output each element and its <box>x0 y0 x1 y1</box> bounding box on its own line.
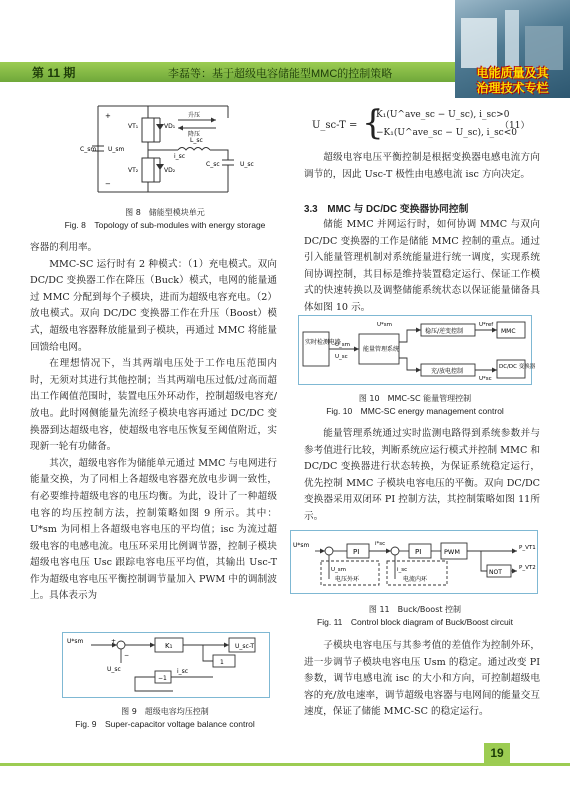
buck-label: 降压 <box>188 131 201 138</box>
equation-case2: −K₁(U^ave_sc − U_sc), i_sc<0 <box>376 128 517 138</box>
fig9-usc-label: U_sc <box>107 666 121 673</box>
figure-11-caption-cn: 图 11 Buck/Boost 控制 <box>368 605 462 614</box>
figure-9-caption-en: Fig. 9 Super-capacitor voltage balance control <box>75 719 255 729</box>
charge-block: 充/放电控制 <box>431 368 464 375</box>
boost-label: 升压 <box>188 112 201 119</box>
fig9-minus: − <box>124 652 130 659</box>
right-column-text-lower <box>304 426 540 526</box>
running-title: 李磊等：基于超级电容储能型MMC的控制策略 <box>168 68 393 80</box>
fig9-plus: + <box>111 638 117 645</box>
fig11-usm-label: U_sm <box>331 567 346 573</box>
fig10-sig-uref: U*ref <box>479 322 494 328</box>
fig9-output-label: U_sc-T <box>235 643 255 650</box>
fig10-sig-usc-ref: U*sc <box>479 376 492 382</box>
ems-label: 能量管理系统 <box>363 346 400 353</box>
isc-label: i_sc <box>174 153 186 160</box>
figure-10-caption-cn: 图 10 MMC-SC 能量管理控制 <box>358 394 472 403</box>
usm-label: U_sm <box>108 146 125 153</box>
fig11-outer-loop: 电压外环 <box>335 576 360 583</box>
fig11-input-label: U*sm <box>293 542 310 549</box>
column-banner <box>455 0 570 98</box>
paragraph: 超级电容电压平衡控制是根据变换器电感电流方向调节的，因此 Usc-T 极性由电感电流 isc 方向决定。 <box>304 152 540 180</box>
figure-9-caption <box>40 706 290 730</box>
equation-case1: K₁(U^ave_sc − U_sc), i_sc>0 <box>376 110 510 120</box>
footer-bar <box>0 763 570 766</box>
fig11-pwm-block: PWM <box>444 548 460 556</box>
right-column-text-bottom <box>304 638 540 721</box>
mmc-block: MMC <box>501 328 516 335</box>
figure-8-diagram <box>78 98 278 200</box>
fig9-input-label: U*sm <box>67 638 84 645</box>
fig11-inner-loop: 电流内环 <box>403 576 428 583</box>
figure-11-diagram <box>290 530 538 594</box>
fig10-sig-usm-ref: U*sm <box>377 322 392 328</box>
figure-9-caption-cn: 图 9 超级电容均压控制 <box>121 707 209 716</box>
paragraph: 容器的利用率。 <box>30 242 98 253</box>
vt2-label: VT₂ <box>128 167 139 174</box>
paragraph: 在理想情况下，当其两端电压处于工作电压范围内时，无须对其进行其他控制；当其两端电压过低/过高而超出工作阈值范围时，装置电压外环动作，控制超级电容充/放电。此时网侧能量先流经子模块电容再通过 DC/DC 变换器到达超级电容，使超级电容电压恢复至阈值附近，实现新一轮有功储备。 <box>30 358 277 453</box>
figure-10-svg <box>299 316 536 384</box>
paragraph: 其次，超级电容作为储能单元通过 MMC 与电网进行能量交换，为了同相上各超级电容器充放电步调一致性，有必要维持超级电容的电压均衡。为此，设计了一种超级电容的均压控制方法，控制策略如图 9 所示。其中：U*sm 为同相上各超级电容电压的平均值；isc 为流过超级电容的电感电流。电压环采用比例调节器，控制子模块超级电容电压 Usc 跟踪电容电压平均值，其输出 Usc-T 作为超级电容电压平衡控制调节量加入 PWM 中的调制波上。具体表示为 <box>30 457 277 602</box>
usc-label: U_sc <box>240 161 254 168</box>
right-column-text-mid <box>304 217 540 317</box>
figure-9-diagram <box>62 632 270 698</box>
equation-lhs: U_sc-T = <box>312 120 358 131</box>
paragraph: 能量管理系统通过实时监测电路得到系统参数并与参考值进行比较，判断系统应运行模式并控制 MMC 和 DC/DC 变换器进行状态转换，为保证系统稳定运行，优先控制 MMC 子模块电容电压的平衡。双向 DC/DC 变换器采用双闭环 PI 控制方法，其控制策略如图 11所示。 <box>304 428 540 522</box>
vd2-label: VD₂ <box>164 167 176 174</box>
figure-8-caption-en: Fig. 8 Topology of sub-modules with energy storage <box>64 220 266 230</box>
csc-label: C_sc <box>206 161 220 168</box>
fig11-pvt2-label: P_VT2 <box>519 565 536 571</box>
fig11-isc-ref-label: i*sc <box>375 541 386 547</box>
equation-number: （11） <box>500 121 530 131</box>
minus-sign: − <box>105 180 111 188</box>
fig11-isc-label: i_sc <box>397 567 408 573</box>
plus-sign: + <box>105 112 111 120</box>
section-heading: 3.3 MMC 与 DC/DC 变换器协同控制 <box>304 204 469 215</box>
page-header <box>0 0 570 95</box>
figure-10-diagram <box>298 315 536 385</box>
monitor-label: 实时检测电路 <box>305 339 342 346</box>
fig11-pvt1-label: P_VT1 <box>519 545 536 551</box>
figure-10-caption-en: Fig. 10 MMC-SC energy management control <box>326 406 504 416</box>
vd1-label: VD₁ <box>164 123 176 130</box>
banner-building <box>461 18 497 68</box>
lsc-label: L_sc <box>190 137 203 144</box>
figure-11-caption <box>290 604 540 628</box>
equation-11 <box>304 103 534 144</box>
banner-title-line1: 电能质量及其 <box>476 66 549 80</box>
paragraph: 子模块电容电压与其参考值的差值作为控制外环，进一步调节子模块电容电压 Usm 的稳定。通过改变 PI 参数，调节电感电流 isc 的大小和方向，可控制超级电容的充/放电速率，调节超级电容器与电网间的能量交互速度，保证了储能 MMC-SC 的稳定运行。 <box>304 640 540 718</box>
fig9-isc-label: i_sc <box>177 668 189 675</box>
figure-10-caption <box>290 393 540 417</box>
dcdc-block: DC/DC 变换器 <box>499 364 536 370</box>
ems-block <box>363 345 399 353</box>
figure-11-caption-en: Fig. 11 Control block diagram of Buck/Boost circuit <box>317 617 513 627</box>
equation-brace: { <box>362 103 384 143</box>
figure-9-svg <box>63 633 269 697</box>
csm-label: C_sm <box>80 146 97 153</box>
right-column-text-top <box>304 150 540 183</box>
fig10-sig-usc: U_sc <box>335 354 348 360</box>
figure-8-caption <box>40 207 290 231</box>
figure-8-svg <box>78 98 278 200</box>
paragraph: 储能 MMC 并网运行时，如何协调 MMC 与双向 DC/DC 变换器的工作是储能 MMC 控制的重点。通过引入能量管理机制对系统能量进行统一调度，实现系统间协调控制，其目标是维持装置稳定运行、保证工作模式的快速转换以及调整储能系统状态以保证能量储备具体如图 10 示。 <box>304 219 540 313</box>
fig9-k1-block: K₁ <box>165 642 173 650</box>
figure-11-svg <box>291 531 537 593</box>
paragraph: MMC-SC 运行时有 2 种模式：（1）充电模式。双向 DC/DC 变换器工作在降压（Buck）模式，电网的能量通过 MMC 分配到每个子模块，进而为超级电容充电。（2）放电模式。双向 DC/DC 变换器工作在升压（Boost）模式，超级电容器释放能量到子模块，再通过 MMC 将能量回馈给电网。 <box>30 258 277 353</box>
banner-tower <box>505 10 519 70</box>
fig10-sig-usm: U_sm <box>335 342 350 348</box>
fig11-pi-inner: PI <box>415 548 422 556</box>
balance-block: 稳压/逆变控制 <box>425 328 464 335</box>
fig11-not-block: NOT <box>489 569 502 576</box>
fig9-neg-block: −1 <box>158 675 167 682</box>
vt1-label: VT₁ <box>128 123 139 130</box>
fig9-one-block: 1 <box>220 659 224 666</box>
fig11-pi-outer: PI <box>353 548 360 556</box>
banner-title-line2: 治理技术专栏 <box>476 81 549 95</box>
left-column-text <box>30 240 277 605</box>
issue-number: 第 11 期 <box>32 66 76 80</box>
page-number: 19 <box>484 743 510 763</box>
figure-8-caption-cn: 图 8 储能型模块单元 <box>125 208 205 217</box>
